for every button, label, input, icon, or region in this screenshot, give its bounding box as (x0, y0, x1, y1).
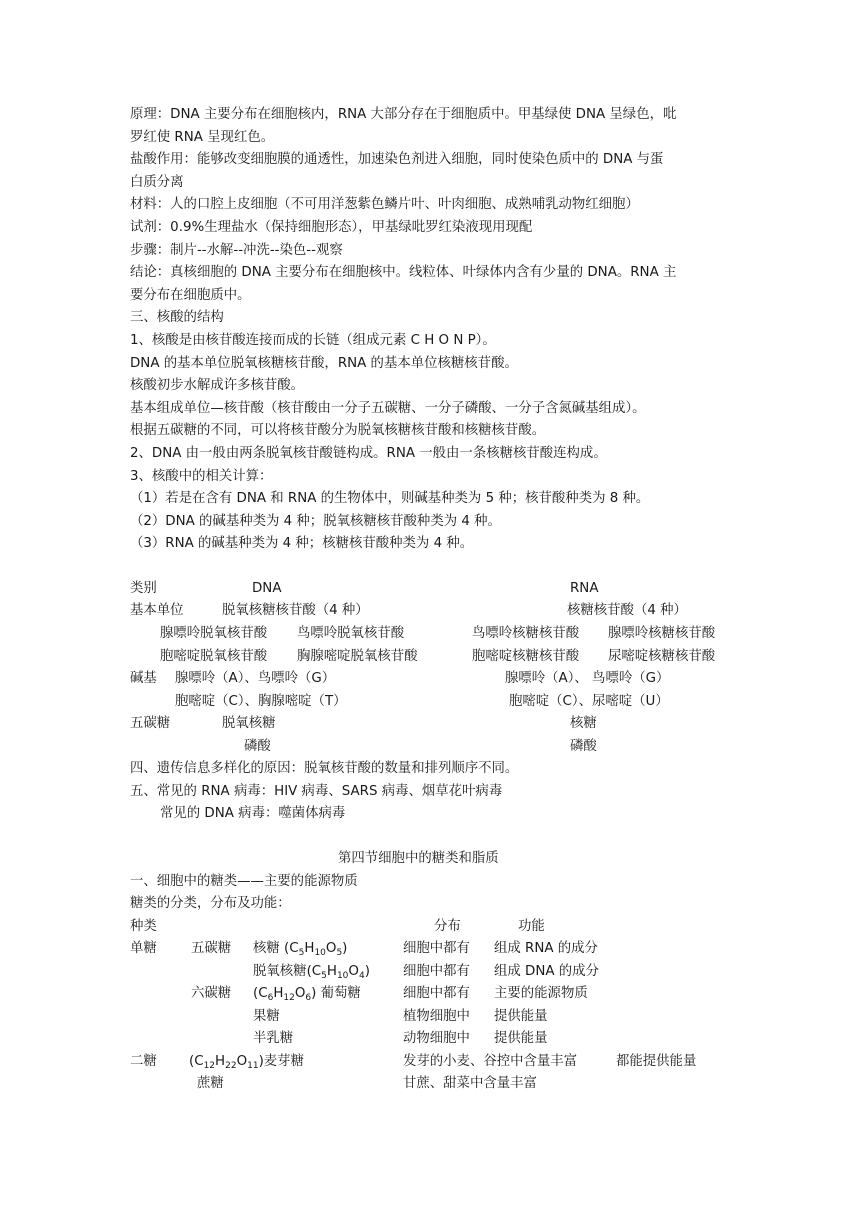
col-header-function: 功能 (518, 919, 545, 934)
category-monosaccharide: 单糖 (130, 941, 157, 956)
sugar-fructose: 果糖 (253, 1009, 280, 1024)
function: 提供能量 (494, 1031, 548, 1046)
dna-bases: 胞嘧啶（C）、胸腺嘧啶（T） (175, 694, 347, 709)
dna-bases: 腺嘌呤（A）、鸟嘌呤（G） (175, 671, 336, 686)
col-header-dna: DNA (252, 581, 282, 596)
sugar-maltose: $(C_{12}H_{22}O_{11})$麦芽糖 (189, 1054, 304, 1071)
text-line: 核酸初步水解成许多核苷酸。 (130, 378, 305, 394)
col-header-type: 类别 (130, 581, 157, 596)
intro-text (130, 104, 732, 556)
distribution: 动物细胞中 (403, 1031, 470, 1046)
sugar-glucose: $(C_6H_{12}O_6)$ 葡萄糖 (253, 986, 361, 1003)
rna-phosphate: 磷酸 (570, 739, 597, 754)
sugar-galactose: 半乳糖 (253, 1031, 294, 1046)
section-heading: 四、遗传信息多样化的原因：脱氧核苷酸的数量和排列顺序不同。 (130, 761, 519, 776)
text-line: 糖类的分类，分布及功能： (130, 896, 291, 911)
dna-nucleotide: 胸腺嘧啶脱氧核苷酸 (297, 649, 418, 664)
rna-unit: 核糖核苷酸（4 种） (567, 603, 687, 618)
text-line: 白质分离 (130, 174, 184, 190)
text-line: DNA 的基本单位脱氧核糖核苷酸，RNA 的基本单位核糖核苷酸。 (130, 355, 518, 371)
text-line: 步骤：制片--水解--冲洗--染色--观察 (130, 242, 343, 258)
distribution: 细胞中都有 (403, 986, 470, 1001)
text-line: 常见的 DNA 病毒：噬菌体病毒 (160, 806, 346, 821)
col-header-rna: RNA (570, 581, 599, 596)
section-heading: 一、细胞中的糖类——主要的能源物质 (130, 874, 358, 889)
dna-unit: 脱氧核糖核苷酸（4 种） (222, 603, 369, 618)
text-line: 试剂：0.9%生理盐水（保持细胞形态），甲基绿吡罗红染液现用现配 (130, 219, 533, 235)
text-line: 2、DNA 由一般由两条脱氧核苷酸链构成。RNA 一般由一条核糖核苷酸连构成。 (130, 445, 607, 461)
text-line: 盐酸作用：能够改变细胞膜的通透性，加速染色剂进入细胞，同时使染色质中的 DNA 与蛋 (130, 152, 664, 168)
distribution: 细胞中都有 (403, 964, 470, 979)
rna-nucleotide: 尿嘧啶核糖核苷酸 (608, 649, 716, 664)
function: 都能提供能量 (616, 1054, 697, 1069)
text-line: 材料：人的口腔上皮细胞（不可用洋葱紫色鳞片叶、叶肉细胞、成熟哺乳动物红细胞） (130, 197, 639, 213)
text-line: （3）RNA 的碱基种类为 4 种；核糖核苷酸种类为 4 种。 (130, 536, 474, 552)
text-line: 1、核酸是由核苷酸连接而成的长链（组成元素 C H O N P）。 (130, 332, 496, 348)
function: 组成 RNA 的成分 (494, 941, 598, 956)
text-line: 根据五碳糖的不同，可以将核苷酸分为脱氧核糖核苷酸和核糖核苷酸。 (130, 423, 546, 439)
text-line: 原理：DNA 主要分布在细胞核内，RNA 大部分存在于细胞质中。甲基绿使 DNA 呈绿色，吡 (130, 107, 677, 122)
col-header-distribution: 分布 (434, 919, 461, 934)
section-heading: 五、常见的 RNA 病毒：HIV 病毒、SARS 病毒、烟草花叶病毒 (130, 784, 503, 799)
distribution: 植物细胞中 (403, 1009, 470, 1024)
dna-nucleotide: 鸟嘌呤脱氧核苷酸 (297, 626, 405, 641)
row-label-base: 碱基 (130, 671, 157, 686)
rna-nucleotide: 胞嘧啶核糖核苷酸 (472, 649, 580, 664)
distribution: 发芽的小麦、谷控中含量丰富 (403, 1054, 578, 1069)
subcategory-hexose: 六碳糖 (191, 986, 232, 1001)
dna-phosphate: 磷酸 (244, 739, 271, 754)
function: 组成 DNA 的成分 (494, 964, 599, 979)
function: 提供能量 (494, 1009, 548, 1024)
rna-bases: 腺嘌呤（A）、 鸟嘌呤（G） (505, 671, 670, 686)
sugar-deoxyribose: 脱氧核糖$(C_5H_{10}O_4)$ (253, 964, 370, 981)
col-header-kind: 种类 (130, 919, 157, 934)
rna-nucleotide: 腺嘌呤核糖核苷酸 (608, 626, 716, 641)
sugar-sucrose: 蔗糖 (197, 1076, 224, 1091)
text-line: 罗红使 RNA 呈现红色。 (130, 129, 275, 145)
rna-sugar: 核糖 (570, 716, 597, 731)
subcategory-pentose: 五碳糖 (191, 941, 232, 956)
distribution: 细胞中都有 (403, 941, 470, 956)
section-title: 第四节细胞中的糖类和脂质 (338, 851, 499, 866)
function: 主要的能源物质 (494, 986, 588, 1001)
dna-sugar: 脱氧核糖 (222, 716, 276, 731)
text-line: 结论：真核细胞的 DNA 主要分布在细胞核中。线粒体、叶绿体内含有少量的 DNA。RNA 主 (130, 265, 677, 281)
distribution: 甘蔗、甜菜中含量丰富 (403, 1076, 537, 1091)
text-line: 3、核酸中的相关计算： (130, 468, 273, 484)
sugar-ribose: 核糖 $(C_5H_{10}O_5)$ (253, 941, 348, 958)
dna-nucleotide: 胞嘧啶脱氧核苷酸 (160, 649, 268, 664)
text-line: （2）DNA 的碱基种类为 4 种；脱氧核糖核苷酸种类为 4 种。 (130, 513, 501, 529)
rna-nucleotide: 鸟嘌呤核糖核苷酸 (472, 626, 580, 641)
text-line: 基本组成单位—核苷酸（核苷酸由一分子五碳糖、一分子磷酸、一分子含氮碱基组成）。 (130, 400, 646, 416)
category-disaccharide: 二糖 (130, 1054, 157, 1069)
section-heading: 三、核酸的结构 (130, 310, 224, 326)
rna-bases: 胞嘧啶（C）、尿嘧啶（U） (509, 694, 669, 709)
row-label-unit: 基本单位 (130, 603, 184, 618)
text-line: 要分布在细胞质中。 (130, 287, 251, 303)
text-line: （1）若是在含有 DNA 和 RNA 的生物体中，则碱基种类为 5 种；核苷酸种类为 8 种。 (130, 491, 650, 507)
row-label-sugar: 五碳糖 (130, 716, 171, 731)
dna-nucleotide: 腺嘌呤脱氧核苷酸 (160, 626, 268, 641)
